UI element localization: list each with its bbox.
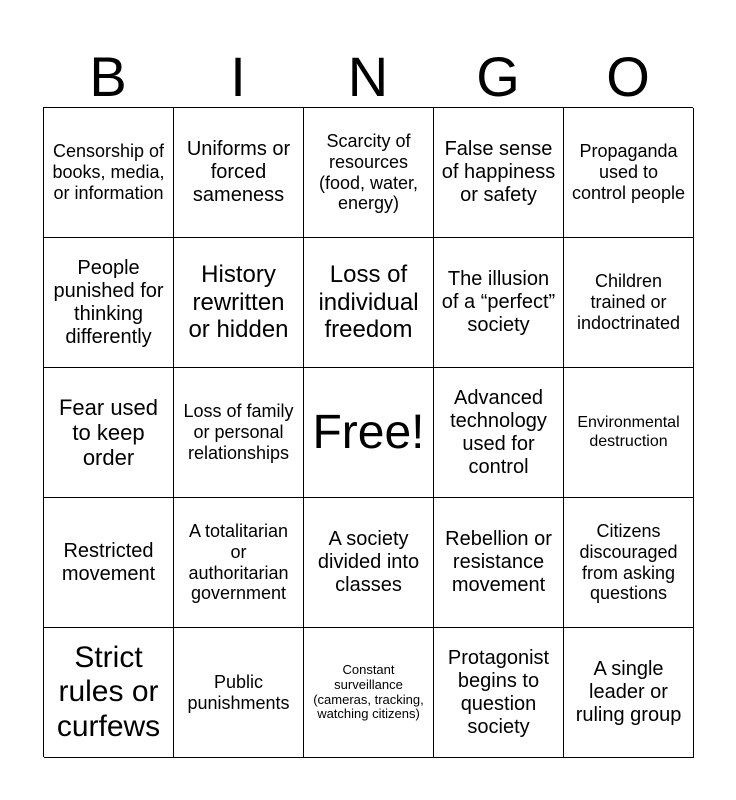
title-letter-i: I (230, 45, 246, 108)
bingo-cell-text: Protagonist begins to question society (447, 646, 550, 738)
bingo-cell[interactable] (304, 628, 434, 758)
free-space-cell[interactable] (304, 368, 434, 498)
bingo-cell[interactable] (434, 628, 564, 758)
bingo-cell[interactable] (434, 238, 564, 368)
bingo-cell-text: False sense of happiness or safety (441, 138, 556, 206)
bingo-cell[interactable] (44, 628, 174, 758)
title-letter-n: N (347, 45, 389, 108)
bingo-cell-text: Loss of family or personal relationships (183, 401, 294, 463)
bingo-cell-text: Advanced technology used for control (450, 386, 547, 478)
bingo-cell[interactable] (564, 498, 694, 628)
bingo-board (43, 107, 693, 757)
bingo-cell-text: A single leader or ruling group (575, 658, 682, 726)
bingo-cell-text: Free! (312, 405, 425, 459)
bingo-cell-text: Strict rules or curfews (56, 640, 161, 743)
bingo-cell-text: Citizens discouraged from asking questions (579, 521, 678, 604)
bingo-cell[interactable] (564, 368, 694, 498)
title-letter-g: G (476, 45, 520, 108)
bingo-cell-text: The illusion of a “perfect” society (441, 268, 556, 336)
bingo-cell[interactable] (44, 108, 174, 238)
bingo-cell-text: Scarcity of resources (food, water, energy) (318, 131, 419, 214)
bingo-cell[interactable] (564, 238, 694, 368)
bingo-cell-text: Restricted movement (61, 539, 156, 585)
bingo-cell-text: A totalitarian or authoritarian government (188, 521, 289, 604)
bingo-cell[interactable] (564, 108, 694, 238)
bingo-cell-text: Public punishments (187, 671, 290, 713)
title-letter-b: B (89, 45, 127, 108)
bingo-cell[interactable] (174, 108, 304, 238)
bingo-cell[interactable] (174, 368, 304, 498)
bingo-cell[interactable] (434, 108, 564, 238)
bingo-cell-text: Rebellion or resistance movement (445, 528, 552, 596)
bingo-cell-text: People punished for thinking differently (53, 256, 164, 348)
bingo-cell-text: Environmental destruction (577, 414, 680, 450)
bingo-cell[interactable] (44, 498, 174, 628)
bingo-cell[interactable] (44, 238, 174, 368)
bingo-cell-text: Fear used to keep order (58, 394, 159, 471)
title-letter-o: O (606, 45, 650, 108)
bingo-cell[interactable] (174, 498, 304, 628)
bingo-cell[interactable] (434, 368, 564, 498)
bingo-cell[interactable] (44, 368, 174, 498)
bingo-cell-text: Children trained or indoctrinated (576, 271, 681, 333)
bingo-cell-text: Constant surveillance (cameras, tracking, watching citizens) (313, 661, 424, 722)
bingo-title (43, 46, 693, 108)
bingo-cell-text: A society divided into classes (317, 528, 420, 596)
bingo-cell[interactable] (304, 238, 434, 368)
bingo-cell[interactable] (304, 498, 434, 628)
bingo-cell-text: Uniforms or forced sameness (186, 138, 291, 206)
bingo-cell-text: Censorship of books, media, or information (52, 141, 165, 203)
bingo-cell[interactable] (564, 628, 694, 758)
bingo-cell[interactable] (434, 498, 564, 628)
bingo-cell[interactable] (304, 108, 434, 238)
bingo-cell[interactable] (174, 238, 304, 368)
bingo-cell-text: Loss of individual freedom (318, 261, 419, 344)
bingo-cell[interactable] (174, 628, 304, 758)
bingo-cell-text: History rewritten or hidden (188, 261, 289, 344)
bingo-cell-text: Propaganda used to control people (571, 141, 686, 203)
